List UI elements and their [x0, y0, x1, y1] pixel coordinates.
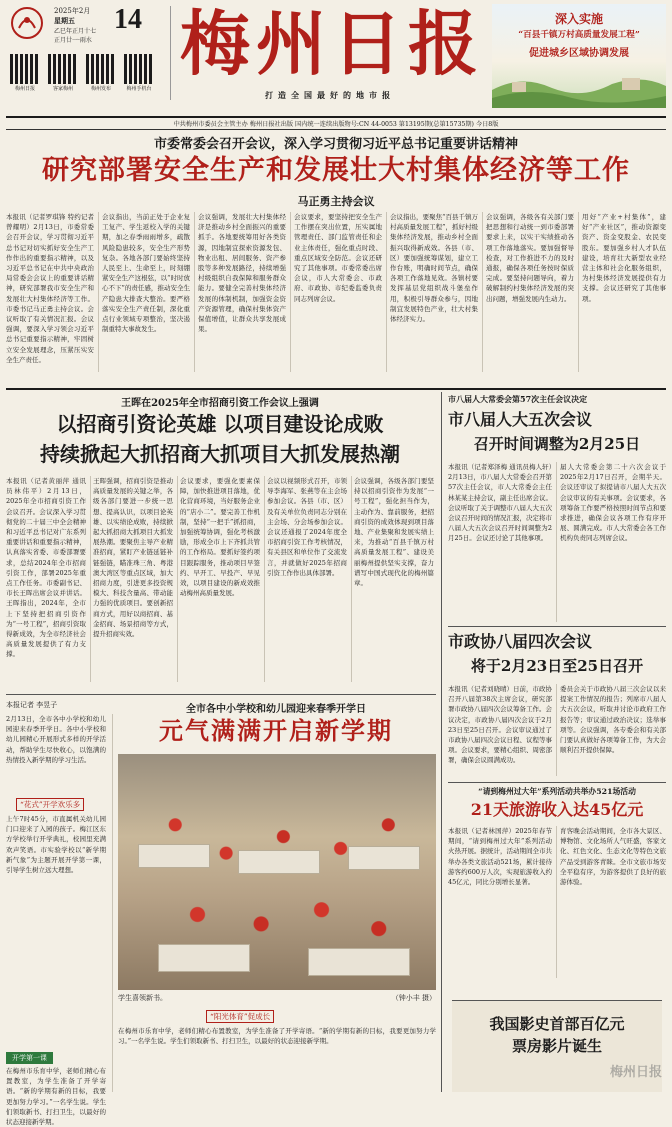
qr-caption: 客家梅州 [52, 86, 73, 92]
lunar-date: 乙巳年正月十七 [54, 28, 97, 35]
lead-column: 本报讯（记者罗琪锋 特约记者曾耀明）2月13日，市委常委会召开会议，学习贯彻习近平总书记对切实抓好安全生产工作作出的重要指示精神，以及习近平总书记在中共中央政治局常委会会议上的重要讲话精神，研究部署我市安全生产和发展壮大村集体经济等工作。市委书记马正勇主持会议。会议听取了有关情况汇报。会议强调，要深入学习领会习近平总书记重要指示精神，牢固树立安全发展理念，压紧压实安全生产责任。 [6, 213, 94, 364]
cppcc-story [448, 630, 666, 778]
column-rule [194, 212, 195, 372]
promo-bottom: 促进城乡区域协调发展 [529, 48, 629, 59]
lunar-term: 正月廿一·雨水 [54, 37, 92, 44]
column-rule [98, 212, 99, 372]
investment-story [6, 392, 434, 692]
lead-column: 会议强调，各级各有关部门要把思想和行动统一到市委部署要求上来，以实干实绩推动各项工作落地落实。要加强督导检查，对工作推进不力的及时通报，确保各项任务按时保质完成。要坚持问题导向，着力破解制约村集体经济发展的突出问题，增强发展内生动力。 [486, 213, 574, 303]
npc-column: 届人大常委会第二十六次会议于2025年2月17日召开，会期半天。会议还审议了拟提请市八届人大五次会议审议的有关事项。会议要求，各项筹备工作要严格按照时间节点和要求推进，确保会议各项工作有序开展、圆满完成。市人大常委会各工作机构负责同志列席会议。 [560, 463, 666, 543]
npc-column: 本报讯（记者郑泽梅 通讯员梅人轩）2月13日，市八届人大常委会召开第57次主任会议，市人大常委会主任林某某主持会议，副主任出席会议。会议听取了关于调整市八届人大五次会议召开时间的情况汇报，决定将市八届人大五次会议召开时间调整为2月25日。会议还讨论了其他事项。 [448, 463, 552, 543]
npc-headline-2: 召开时间调整为2月25日 [473, 435, 641, 453]
tourism-column: 本报讯（记者林国萍）2025年春节期间，“请到梅州过大年”系列活动火热开展。据统计，活动期间全市共举办各类文旅活动521场，累计接待游客约600万人次，实现旅游收入约45亿元，同比分别增长显著。 [448, 827, 552, 887]
watermark: 梅州日报 [609, 1065, 662, 1080]
lead-column: 会议要求，要坚持把安全生产工作摆在突出位置，压实属地管理责任、部门监管责任和企业主体责任，强化重点时段、重点区域安全防范。会议还研究了其他事项。市委常委出席会议，市人大常委会、市政府、市政协、市纪委监委负责同志列席会议。 [294, 213, 382, 303]
tourism-column: 育客晚会活动期间，全市各大景区、博物馆、文化场所人气旺盛，客家文化、红色文化、生态文化等特色文旅产品受到游客青睐。全市文旅市场安全平稳有序，为游客提供了良好的旅游体验。 [560, 827, 666, 887]
photo-desk [308, 948, 410, 976]
lead-column: 会议指出，当前正处于企业复工复产、学生返校入学的关键期，加之春季雨雨增多，疏散风险隐患较多，安全生产形势复杂。各地各部门要始终坚持人民至上、生命至上，时刻绷紧安全生产这根弦，以“时时放心不下”的责任感，推动安全生产隐患大排查大整治。要严格落实安全生产责任制，深化重点行业领域专项整治，坚决遏制重特大事故发生。 [102, 213, 190, 334]
photo-caption: 学生喜领新书。 [118, 994, 167, 1002]
tourism-kicker: “请到梅州过大年”系列活动共举办521场活动 [478, 787, 636, 796]
school-column: 在梅州市乐育中学，老师们精心布置教室，为学生准备了开学寄语。“新的学期有新的目标，我要更加努力学习。”一名学生说。学生们领取新书、打扫卫生，以最好的状态迎接新学期。 [6, 1067, 106, 1127]
column-rule [556, 684, 557, 776]
investment-column: 王晖强调，招商引资是推动高质量发展的关键之举，各级各部门要进一步统一思想、提高认识，以项目论英雄、以实绩论成败，持续掀起大抓招商大抓项目大抓发展热潮。要聚焦主导产业精准招商，紧盯产业链延链补链强链，瞄准珠三角、粤港澳大湾区等重点区域，加大招商力度，引进更多投资规模大、科技含量高、带动能力强的优质项目。要创新招商方式，用好以商招商、基金招商、场景招商等方式，提升招商实效。 [93, 477, 173, 639]
school-column: 2月13日，全市各中小学校和幼儿园迎来春季开学日。各中小学校和幼儿园精心开展形式多样的开学活动，帮助学生尽快收心，以饱满的热情投入新学期的学习生活。 [6, 715, 106, 764]
film-headline-2: 票房影片诞生 [511, 1037, 602, 1055]
school-subhead: “花式”开学欢乐多 [16, 798, 84, 811]
lead-column: 会议指出，要聚焦“百县千镇万村高质量发展工程”，抓好村级集体经济发展，推动乡村全面振兴取得新成效。各县（市、区）要加强统筹谋划，建立工作台账，明确时间节点，确保各项工作落地见效。各镇村要发挥基层党组织战斗堡垒作用，积极引导群众参与，因地制宜发展特色产业，壮大村集体经济实力。 [390, 213, 478, 324]
column-rule [290, 212, 291, 372]
qr-caption: 梅州手机台 [126, 86, 152, 92]
investment-column: 会议要求，要强化要素保障，加快推进项目落地，优化营商环境，当好服务企业的“店小二”。要完善工作机制，坚持“一把手”抓招商，加强统筹协调，强化考核激励，形成全市上下齐抓共管的工作格局。要抓好签约项目跟踪服务，推动项目早签约、早开工、早投产、早见效，以项目建设的新成效推动梅州高质量发展。 [180, 477, 260, 598]
cppcc-column: 本报讯（记者刘晓晴）日前，市政协召开八届第38次主席会议，研究部署市政协八届四次会议筹备工作。会议决定，市政协八届四次会议于2月23日至25日召开。会议审议通过了市政协八届四次会议日程、议程等事项。会议要求，要精心组织、周密部署，确保会议圆满成功。 [448, 685, 552, 765]
promo-banner [492, 4, 666, 108]
photo-desk [158, 944, 250, 972]
lead-body [6, 212, 666, 374]
masthead-divider [170, 6, 171, 100]
investment-kicker: 王晖在2025年全市招商引资工作会议上强调 [121, 398, 319, 409]
qr-code-icon [48, 54, 78, 84]
qr-caption: 梅州发布 [90, 86, 111, 92]
newspaper-logo: 梅州日报 [180, 2, 484, 85]
column-rule [177, 476, 178, 682]
promo-hills [492, 74, 666, 108]
investment-column: 会议强调，各级各部门要坚持以招商引资作为发展“一号工程”，强化担当作为，主动作为、靠前服务，把招商引资的成效体现到项目落地、产业集聚和发展实绩上来，为推动“百县千镇万村高质量发展工程”、建设美丽梅州提供坚实支撑，奋力谱写中国式现代化的梅州篇章。 [354, 477, 434, 588]
column-rule [90, 476, 91, 682]
school-kicker: 全市各中小学校和幼儿园迎来春季开学日 [186, 704, 366, 715]
school-photo [118, 754, 436, 990]
school-subhead: “阳光体育”促成长 [206, 1010, 274, 1023]
slogan: 打造全国最好的地市报 [265, 90, 395, 100]
info-rule [6, 129, 666, 130]
column-rule [482, 212, 483, 372]
lead-headline: 研究部署安全生产和发展壮大村集体经济等工作 [42, 155, 630, 186]
school-story [6, 698, 436, 1127]
column-rule [351, 476, 352, 682]
school-column: 在梅州市乐育中学，老师们精心布置教室，为学生准备了开学寄语。“新的学期有新的目标，我要更加努力学习。”一名学生说。学生们领取新书、打扫卫生，以最好的状态迎接新学期。 [118, 1027, 436, 1046]
column-rule [556, 826, 557, 978]
rail-rule [448, 626, 666, 627]
masthead-rule [6, 116, 666, 118]
rail-rule [448, 782, 666, 783]
day-number: 14 [114, 4, 142, 35]
film-box [452, 1000, 662, 1092]
lead-column: 会议强调，发展壮大村集体经济是推动乡村全面振兴的重要抓手。各地要统筹用好各类资源，因地制宜探索资源发包、物业出租、居间服务、资产参股等多种发展路径，持续增强村级组织自我保障和服务群众能力。要健全完善村集体经济发展的体制机制，加强资金资产资源管理，确保村集体资产保值增值，让群众共享发展成果。 [198, 213, 286, 334]
qr-code-icon [124, 54, 154, 84]
publication-info: 中共梅州市委员会主管主办 梅州日报社出版 国内统一连续出版物号:CN 44-0053 第13195期(总第15735期) 今日8版 [173, 121, 499, 128]
tourism-headline: 21天旅游收入达45亿元 [470, 800, 644, 819]
film-headline-1: 我国影史首部百亿元 [489, 1015, 625, 1033]
school-headline: 元气满满开启新学期 [159, 716, 393, 745]
date-line: 2025年2月 [54, 7, 91, 15]
school-byline: 本报记者 李昱子 [6, 701, 58, 709]
section-rule [6, 388, 666, 390]
photo-desk [238, 850, 320, 874]
promo-mid: “百县千镇万村高质量发展工程” [518, 30, 640, 40]
cppcc-column: 委员会关于市政协八届三次会议以来提案工作情况的报告；列席市八届人大五次会议，听取并讨论市政府工作报告等；审议通过政治决议；选举事项等。会议强调，各专委会和有关部门要认真做好各项筹备工作，为大会顺利召开提供保障。 [560, 685, 666, 755]
investment-headline-2: 持续掀起大抓招商大抓项目大抓发展热潮 [40, 442, 400, 466]
column-rule [578, 212, 579, 372]
qr-caption: 梅州日报 [14, 86, 35, 92]
cppcc-headline-2: 将于2月23日至25日召开 [470, 657, 644, 675]
lead-column: 用好“产业+村集体”，建好“产业社区”，推动资源变资产、资金变股金、农民变股东。要加强乡村人才队伍建设，培育壮大新型农业经营主体和社会化服务组织，为村集体经济发展提供有力支撑。会议还研究了其他事项。 [582, 213, 666, 303]
qr-code-icon [10, 54, 40, 84]
weekday: 星期五 [54, 16, 75, 25]
npc-story [448, 392, 666, 624]
photo-desk [138, 844, 210, 868]
column-rule [556, 462, 557, 622]
npc-headline-1: 市八届人大五次会议 [448, 410, 593, 429]
qr-code-icon [86, 54, 116, 84]
promo-top: 深入实施 [554, 12, 603, 26]
school-column: 上午7时45分，市直属机关幼儿园门口迎来了入园的孩子。梅江区东方学校举行开学典礼，校园里充满欢声笑语。市实验学校以“新学期 新气象”为主题开展开学第一课，引导学生树立远大理想。 [6, 815, 106, 875]
photo-desk [348, 846, 420, 870]
lead-kicker: 市委常委会召开会议，深入学习贯彻习近平总书记重要讲话精神 [153, 137, 518, 152]
logo-badge-icon [10, 6, 44, 42]
cppcc-headline-1: 市政协八届四次会议 [448, 632, 593, 651]
lead-subtitle: 马正勇主持会议 [297, 195, 375, 208]
column-rule [386, 212, 387, 372]
column-rule [112, 714, 113, 1092]
tourism-story [448, 786, 666, 982]
investment-column: 会议以视频形式召开，市领导李海军、张燕等在主会场参加会议。各县（市、区）及有关单位负责同志分别在主会场、分会场参加会议。会议还通报了2024年度全市招商引资工作考核情况，有关县区和单位作了交流发言，并就做好2025年招商引资工作作出具体部署。 [267, 477, 347, 577]
section-rule-2 [6, 694, 436, 695]
school-subhead-bar: 开学第一课 [6, 1052, 53, 1064]
right-rail-divider [441, 392, 442, 1092]
photo-credit: （钟小丰 摄） [391, 994, 436, 1002]
npc-kicker: 市八届人大常委会第57次主任会议决定 [448, 394, 588, 404]
masthead [0, 0, 672, 118]
column-rule [264, 476, 265, 682]
qr-code-group [10, 50, 160, 102]
investment-column: 本报讯（记者黄丽萍 通讯员林伟平）2月13日，2025年全市招商引资工作会议召开。会议深入学习贯彻党的二十届三中全会精神和习近平总书记对广东系列重要讲话和重要指示精神，认真落实省委、市委部署要求，总结2024年全市招商引资工作，部署2025年重点工作任务。市委副书记、市长王晖出席会议并讲话。王晖指出，2024年，全市上下坚持把招商引资作为“一号工程”，招商引资取得新成效，为全市经济社会高质量发展提供了有力支撑。 [6, 477, 86, 659]
investment-headline-1: 以招商引资论英雄 以项目建设论成败 [56, 412, 384, 436]
